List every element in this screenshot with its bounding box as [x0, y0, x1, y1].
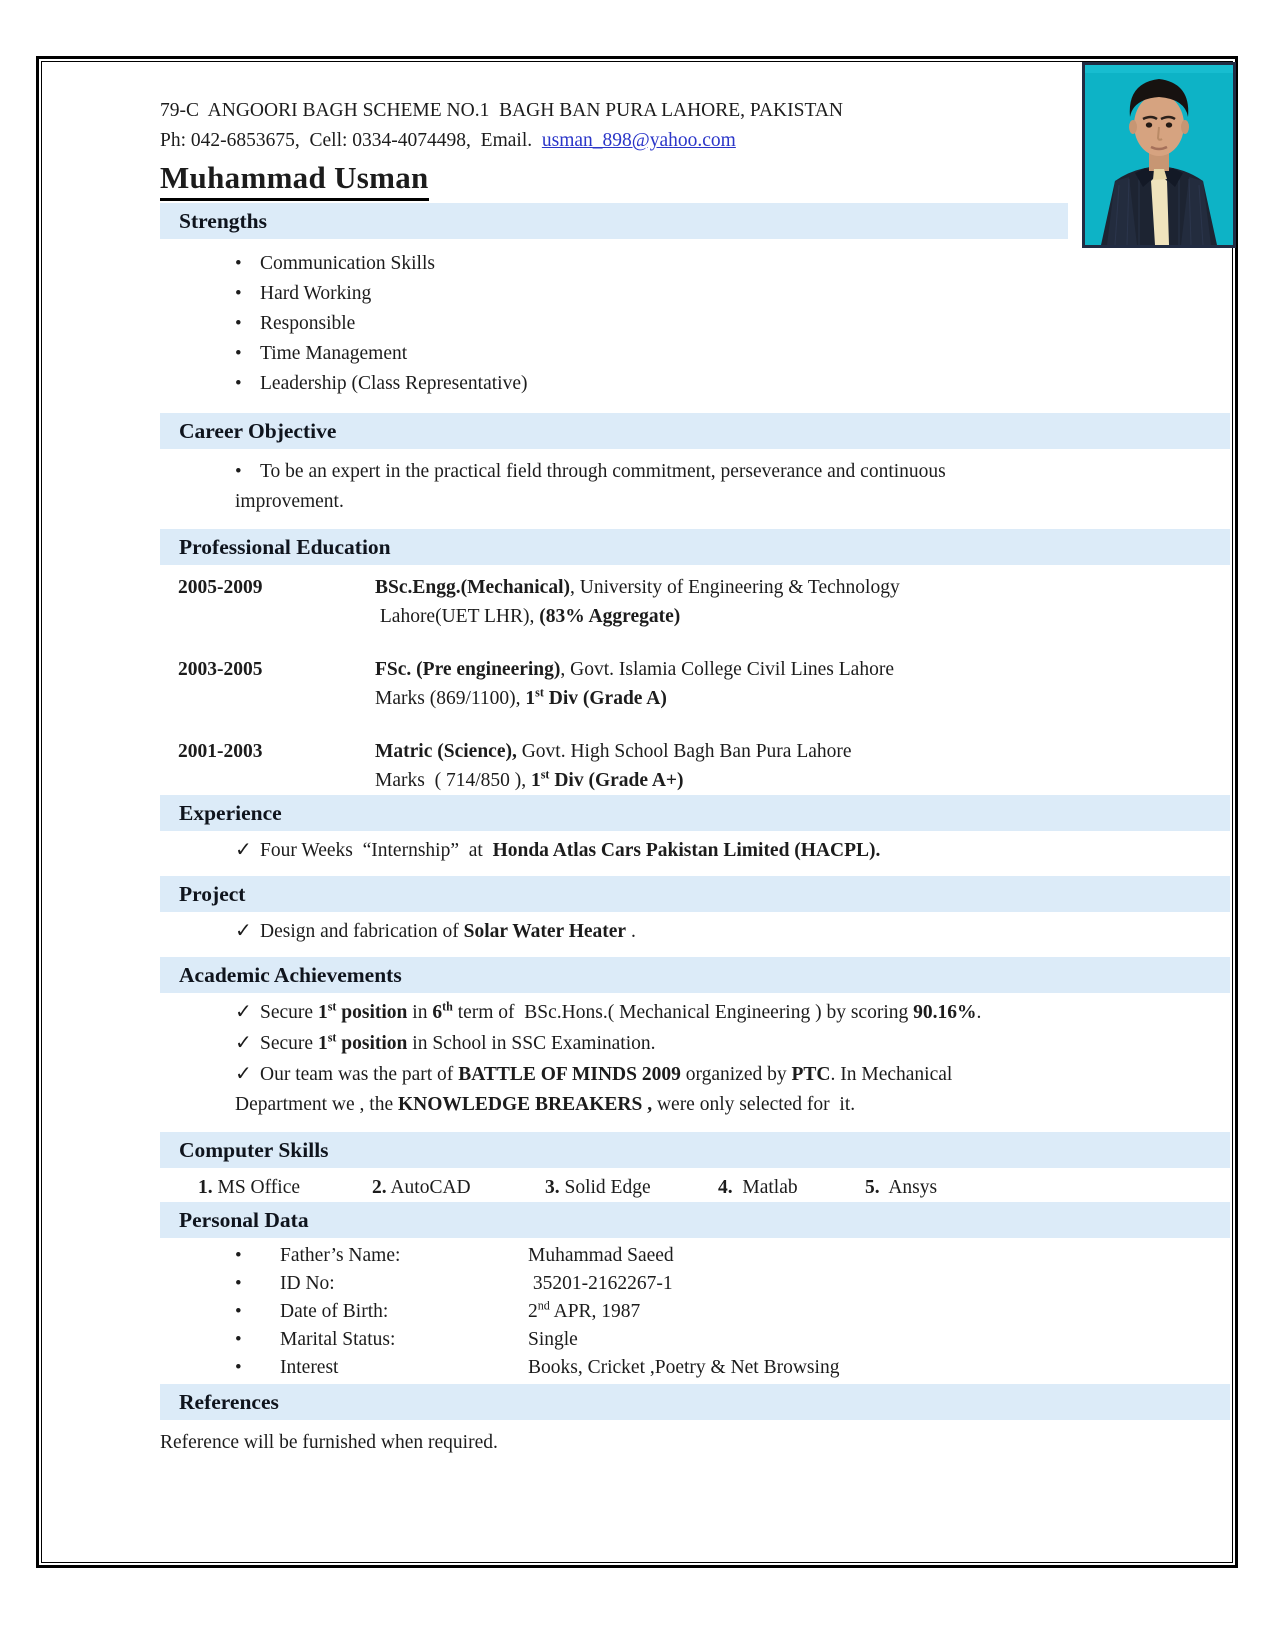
achievement-text: Secure 1st position in School in SSC Examination. [260, 1030, 656, 1054]
education-years: 2001-2003 [178, 741, 263, 762]
contact-numbers: Ph: 042-6853675, Cell: 0334-4074498, Email. [160, 130, 542, 151]
resume-content [160, 96, 1230, 1458]
section-header-project: Project [160, 876, 1230, 912]
skill-label: Matlab [742, 1177, 798, 1198]
skill-label: AutoCAD [390, 1177, 471, 1198]
skill-item [718, 1174, 865, 1202]
personal-data-value: Books, Cricket ,Poetry & Net Browsing [528, 1357, 840, 1378]
personal-data-row [160, 1270, 1230, 1298]
strength-label: Hard Working [260, 283, 372, 304]
checkmark-icon: ✓ [235, 1032, 252, 1054]
bullet-icon: • [235, 283, 242, 304]
personal-data-label: Father’s Name: [280, 1245, 401, 1266]
achievements-list [160, 997, 1230, 1120]
list-item [160, 279, 1230, 309]
education-row [160, 573, 1230, 631]
checkmark-icon: ✓ [235, 839, 252, 861]
list-item [160, 249, 1230, 279]
bullet-icon: • [235, 1273, 242, 1294]
education-rows [160, 573, 1230, 795]
education-row [160, 655, 1230, 713]
strength-label: Responsible [260, 313, 356, 334]
personal-data-row [160, 1326, 1230, 1354]
bullet-icon: • [235, 253, 242, 274]
list-item [160, 309, 1230, 339]
section-header-references: References [160, 1384, 1230, 1420]
skill-number: 3. [545, 1177, 560, 1198]
education-row [160, 737, 1230, 795]
personal-data-row [160, 1298, 1230, 1326]
bullet-icon: • [235, 373, 242, 394]
strength-label: Leadership (Class Representative) [260, 373, 528, 394]
skill-label: Solid Edge [564, 1177, 651, 1198]
project-text: Design and fabrication of Solar Water Heater . [260, 921, 636, 942]
personal-data-row [160, 1242, 1230, 1270]
checkmark-icon: ✓ [235, 920, 252, 942]
references-text: Reference will be furnished when required. [160, 1432, 498, 1453]
skill-item [865, 1174, 937, 1202]
bullet-icon: • [235, 313, 242, 334]
achievement-item [160, 997, 1230, 1028]
bullet-icon: • [235, 1301, 242, 1322]
skill-number: 4. [718, 1177, 733, 1198]
education-years: 2005-2009 [178, 577, 263, 598]
section-header-professional-education: Professional Education [160, 529, 1230, 565]
personal-data-label: Interest [280, 1357, 339, 1378]
section-header-personal-data: Personal Data [160, 1202, 1230, 1238]
section-header-experience: Experience [160, 795, 1230, 831]
checkmark-icon: ✓ [235, 1063, 252, 1085]
education-years: 2003-2005 [178, 659, 263, 680]
experience-text: Four Weeks “Internship” at Honda Atlas Cars Pakistan Limited (HACPL). [260, 840, 881, 861]
bullet-icon: • [235, 343, 242, 364]
section-header-strengths: Strengths [160, 203, 1068, 239]
project-item [160, 916, 1230, 947]
experience-item [160, 835, 1230, 866]
education-description: Matric (Science), Govt. High School Bagh Ban Pura Lahore Marks ( 714/850 ), 1st Div (Grade A+) [375, 741, 852, 791]
skill-number: 5. [865, 1177, 880, 1198]
achievement-item [160, 1028, 1230, 1059]
bullet-icon: • [235, 461, 242, 482]
section-header-academic-achievements: Academic Achievements [160, 957, 1230, 993]
personal-data-value: Single [528, 1329, 578, 1350]
career-objective-text [160, 457, 995, 517]
checkmark-icon: ✓ [235, 1001, 252, 1023]
personal-data-row [160, 1354, 1230, 1382]
computer-skills-row [160, 1174, 1230, 1202]
personal-data-value: 35201-2162267-1 [528, 1273, 673, 1294]
personal-data-value: Muhammad Saeed [528, 1245, 674, 1266]
contact-line [160, 126, 1230, 156]
personal-data-label: Date of Birth: [280, 1301, 389, 1322]
education-description: FSc. (Pre engineering), Govt. Islamia College Civil Lines Lahore Marks (869/1100), 1st Div (Grade A) [375, 659, 894, 709]
bullet-icon: • [235, 1329, 242, 1350]
address-line: 79-C ANGOORI BAGH SCHEME NO.1 BAGH BAN PURA LAHORE, PAKISTAN [160, 100, 843, 121]
skill-label: MS Office [217, 1177, 301, 1198]
skill-number: 1. [198, 1177, 213, 1198]
skill-number: 2. [372, 1177, 387, 1198]
objective-text: To be an expert in the practical field through commitment, perseverance and continuous improvement. [235, 461, 956, 512]
list-item [160, 369, 1230, 399]
education-description: BSc.Engg.(Mechanical), University of Engineering & Technology Lahore(UET LHR), (83% Aggregate) [375, 577, 900, 627]
bullet-icon: • [235, 1357, 242, 1378]
skill-item [545, 1174, 718, 1202]
achievement-text: Our team was the part of BATTLE OF MINDS 2009 organized by PTC. In Mechanical Department we , the KNOWLEDGE BREAKERS , were only selected for it. [235, 1064, 953, 1115]
personal-data-rows [160, 1242, 1230, 1382]
strength-label: Communication Skills [260, 253, 435, 274]
strengths-list [160, 249, 1230, 399]
personal-data-label: ID No: [280, 1273, 335, 1294]
skill-item [198, 1174, 372, 1202]
achievement-text: Secure 1st position in 6th term of BSc.Hons.( Mechanical Engineering ) by scoring 90.16%. [260, 999, 982, 1023]
strength-label: Time Management [260, 343, 408, 364]
skill-item [372, 1174, 545, 1202]
section-header-career-objective: Career Objective [160, 413, 1230, 449]
section-header-computer-skills: Computer Skills [160, 1132, 1230, 1168]
bullet-icon: • [235, 1245, 242, 1266]
achievement-item [160, 1059, 1230, 1120]
email-link[interactable]: usman_898@yahoo.com [541, 130, 736, 151]
list-item [160, 339, 1230, 369]
personal-data-label: Marital Status: [280, 1329, 396, 1350]
applicant-name: Muhammad Usman [160, 158, 429, 201]
personal-data-value: 2nd APR, 1987 [528, 1298, 641, 1322]
skill-label: Ansys [888, 1177, 938, 1198]
